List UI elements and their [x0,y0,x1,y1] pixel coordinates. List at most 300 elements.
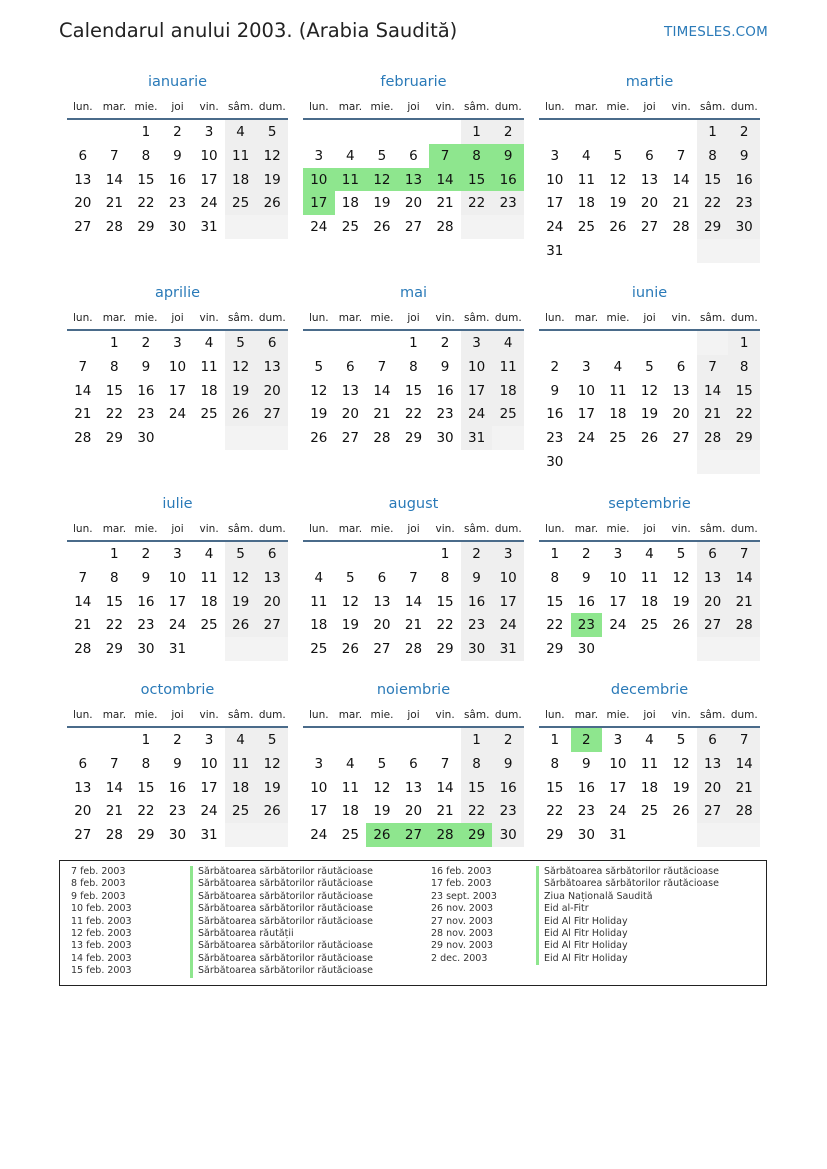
day-cell: 16 [492,776,524,800]
day-cell: 22 [697,191,729,215]
empty-cell [67,120,99,144]
day-cell: 5 [676,732,686,748]
day-grid [539,728,760,847]
day-cell: 9 [141,569,151,586]
empty-cell [193,426,225,450]
day-cell: 3 [204,124,214,140]
empty-cell [225,426,257,450]
day-cell: 26 [373,219,391,236]
weekday-label: joi [643,312,656,324]
weekday-label: joi [643,101,656,113]
holiday-name: Sărbătoarea sărbătorilor răutăcioase [190,866,373,878]
day-cell: 14 [404,593,423,610]
day-cell: 29 [546,827,564,844]
holiday-date: 23 sept. 2003 [431,890,497,902]
holiday-name: Sărbătoarea sărbătorilor răutăcioase [536,866,719,878]
weekday-header [303,307,524,331]
holiday-name: Sărbătoarea sărbătorilor răutăcioase [190,878,373,890]
weekday-label: joi [407,312,420,324]
day-cell: 4 [346,755,355,772]
day-cell: 14 [74,593,92,610]
weekday-label: sâm. [463,312,490,324]
weekday-label: mie. [134,523,158,535]
day-cell: 4 [225,728,257,752]
day-cell: 11 [335,168,367,192]
weekday-label: vin. [199,523,219,535]
day-cell: 11 [577,171,595,188]
day-cell: 9 [582,755,591,772]
day-cell: 27 [398,823,430,847]
day-cell: 6 [697,728,729,752]
legend-row [431,891,761,903]
day-cell: 19 [609,195,627,212]
day-cell: 18 [225,776,257,800]
weekday-label: dum. [258,709,286,721]
day-cell: 15 [105,382,123,399]
day-cell: 28 [672,219,690,236]
weekday-label: sâm. [699,101,726,113]
day-cell: 11 [200,569,218,586]
holiday-date: 27 nov. 2003 [431,915,494,927]
weekday-header [67,518,288,542]
day-cell: 25 [577,219,595,236]
day-cell: 5 [256,120,288,144]
day-cell: 31 [200,827,218,844]
legend-row [71,965,431,977]
day-cell: 22 [546,803,564,820]
weekday-header [303,96,524,120]
day-cell: 8 [461,144,493,168]
weekday-label: mar. [102,523,127,535]
holiday-date: 11 feb. 2003 [71,915,132,927]
day-cell: 29 [105,641,123,658]
holiday-date: 12 feb. 2003 [71,927,132,939]
holiday-name: Eid Al Fitr Holiday [536,940,628,952]
weekday-header [539,518,760,542]
empty-cell [225,637,257,661]
day-grid [303,542,524,661]
day-cell: 15 [436,593,454,610]
day-cell: 30 [168,827,187,844]
day-cell: 22 [546,617,564,634]
day-cell: 1 [461,728,493,752]
weekday-label: lun. [309,523,329,535]
day-cell: 11 [341,779,359,796]
day-cell: 17 [168,593,187,610]
day-cell: 31 [200,219,218,236]
day-cell: 8 [461,752,493,776]
day-cell: 20 [341,406,359,423]
weekday-label: mie. [134,312,158,324]
empty-cell [634,120,666,144]
day-cell: 10 [609,569,627,586]
day-cell: 3 [314,755,324,772]
day-cell: 20 [697,590,729,614]
day-cell: 21 [105,803,123,820]
day-grid [67,331,288,450]
day-cell: 18 [200,382,218,399]
empty-cell [366,120,398,144]
day-cell: 6 [377,569,387,586]
weekday-label: sâm. [463,101,490,113]
day-cell: 4 [314,569,324,586]
empty-cell [461,215,493,239]
weekday-label: joi [171,523,184,535]
empty-cell [303,542,335,566]
weekday-header [303,518,524,542]
day-cell: 12 [373,779,391,796]
empty-cell [571,331,603,355]
brand-logo[interactable]: TIMESLES.COM [664,24,768,40]
day-cell: 1 [110,546,119,562]
day-cell: 24 [546,219,564,236]
day-cell: 30 [461,637,493,661]
month-mai [303,279,524,450]
empty-cell [665,120,697,144]
day-cell: 31 [461,426,493,450]
day-cell: 24 [492,613,524,637]
holiday-date: 16 feb. 2003 [431,866,492,877]
day-cell: 9 [550,382,560,399]
empty-cell [602,637,634,661]
day-cell: 24 [461,402,493,426]
empty-cell [634,239,666,263]
day-cell: 6 [346,358,355,375]
day-cell: 18 [609,406,627,423]
day-cell: 20 [672,406,690,423]
day-cell: 2 [582,546,591,562]
day-cell: 24 [310,219,328,236]
day-cell: 19 [672,593,690,610]
day-cell: 4 [582,147,591,164]
weekday-label: sâm. [227,312,254,324]
day-cell: 17 [609,593,627,610]
day-cell: 29 [436,641,454,658]
legend-row [431,953,761,965]
empty-cell [225,823,257,847]
day-cell: 7 [110,755,119,772]
day-cell: 6 [78,755,88,772]
empty-cell [602,450,634,474]
day-cell: 9 [173,147,182,164]
day-cell: 4 [204,546,214,562]
weekday-label: vin. [199,709,219,721]
weekday-label: mie. [606,312,630,324]
day-cell: 5 [377,755,387,772]
day-cell: 20 [640,195,659,212]
weekday-label: mie. [134,101,158,113]
day-cell: 1 [461,120,493,144]
empty-cell [225,215,257,239]
day-cell: 16 [461,590,493,614]
weekday-label: mar. [574,101,599,113]
day-cell: 26 [256,191,288,215]
day-cell: 25 [225,799,257,823]
weekday-label: dum. [494,709,522,721]
day-cell: 28 [697,426,729,450]
weekday-label: lun. [545,312,565,324]
empty-cell [697,239,729,263]
day-cell: 2 [492,728,524,752]
day-cell: 25 [640,617,659,634]
month-name: mai [399,285,428,301]
day-cell: 6 [256,542,288,566]
day-cell: 15 [404,382,423,399]
day-cell: 25 [310,641,328,658]
weekday-label: mar. [574,523,599,535]
day-cell: 22 [105,406,123,423]
weekday-label: vin. [199,101,219,113]
weekday-label: vin. [435,709,455,721]
day-cell: 4 [225,120,257,144]
holiday-legend [59,860,767,986]
day-cell: 5 [256,728,288,752]
day-cell: 4 [645,546,654,562]
weekday-header [67,96,288,120]
day-cell: 19 [256,776,288,800]
day-cell: 8 [440,569,450,586]
day-cell: 30 [137,430,155,447]
day-cell: 21 [697,402,729,426]
day-cell: 16 [137,593,155,610]
legend-row [71,891,431,903]
day-cell: 30 [137,641,155,658]
day-cell: 28 [105,827,123,844]
month-octombrie [67,676,288,847]
day-cell: 24 [200,803,218,820]
day-cell: 11 [225,752,257,776]
day-cell: 10 [303,168,335,192]
day-cell: 10 [492,566,524,590]
day-cell: 13 [341,382,359,399]
day-cell: 16 [168,779,187,796]
day-cell: 19 [672,779,690,796]
weekday-label: sâm. [699,523,726,535]
empty-cell [665,637,697,661]
empty-cell [99,120,131,144]
day-cell: 23 [577,803,595,820]
day-cell: 7 [697,355,729,379]
day-cell: 16 [728,168,760,192]
day-cell: 7 [78,569,88,586]
day-cell: 17 [168,382,187,399]
month-ianuarie [67,68,288,239]
day-cell: 29 [546,641,564,658]
day-cell: 23 [571,613,603,637]
day-cell: 19 [341,617,359,634]
day-cell: 14 [728,752,760,776]
legend-row [431,903,761,915]
day-cell: 10 [310,779,328,796]
weekday-label: dum. [494,101,522,113]
empty-cell [256,823,288,847]
day-cell: 14 [728,566,760,590]
day-cell: 12 [341,593,359,610]
day-cell: 21 [74,617,92,634]
weekday-label: sâm. [227,709,254,721]
weekday-label: lun. [73,101,93,113]
day-cell: 24 [168,406,187,423]
day-cell: 10 [609,755,627,772]
legend-row [71,878,431,890]
legend-row [431,928,761,940]
day-cell: 16 [492,168,524,192]
day-cell: 28 [74,641,92,658]
empty-cell [602,331,634,355]
empty-cell [303,331,335,355]
month-decembrie [539,676,760,847]
day-cell: 16 [577,779,595,796]
day-cell: 5 [346,569,355,586]
weekday-label: sâm. [463,709,490,721]
day-cell: 6 [256,331,288,355]
empty-cell [256,426,288,450]
day-cell: 13 [672,382,690,399]
weekday-label: joi [643,709,656,721]
day-cell: 6 [697,542,729,566]
holiday-name: Sărbătoarea răutății [190,928,294,940]
day-cell: 13 [256,566,288,590]
day-cell: 30 [577,827,595,844]
day-cell: 27 [672,430,690,447]
day-cell: 19 [310,406,328,423]
empty-cell [335,120,367,144]
day-cell: 9 [582,569,591,586]
day-cell: 6 [409,147,418,164]
weekday-label: lun. [545,101,565,113]
day-cell: 27 [256,402,288,426]
empty-cell [256,215,288,239]
legend-row [431,940,761,952]
weekday-label: mie. [370,312,394,324]
day-cell: 4 [613,358,623,375]
legend-row [431,878,761,890]
weekday-label: dum. [494,523,522,535]
day-cell: 28 [373,430,391,447]
empty-cell [67,331,99,355]
day-cell: 6 [645,147,654,164]
day-cell: 26 [672,617,690,634]
holiday-name: Eid Al Fitr Holiday [536,916,628,928]
day-cell: 30 [546,453,564,470]
empty-cell [697,637,729,661]
legend-row [71,866,431,878]
day-cell: 5 [645,358,654,375]
day-cell: 31 [492,637,524,661]
month-februarie [303,68,524,239]
month-iulie [67,490,288,661]
day-cell: 1 [550,546,560,562]
day-cell: 24 [200,195,218,212]
day-cell: 10 [168,569,187,586]
day-cell: 20 [256,379,288,403]
empty-cell [429,728,461,752]
day-cell: 7 [728,542,760,566]
legend-row [71,940,431,952]
day-cell: 3 [173,335,182,351]
day-cell: 2 [440,335,450,351]
weekday-label: dum. [258,312,286,324]
day-cell: 24 [609,803,627,820]
day-cell: 25 [225,191,257,215]
holiday-name: Eid al-Fitr [536,903,589,915]
day-cell: 15 [137,171,155,188]
day-cell: 7 [377,358,387,375]
day-cell: 9 [492,752,524,776]
day-cell: 6 [676,358,686,375]
weekday-label: joi [171,101,184,113]
day-cell: 11 [640,755,659,772]
day-cell: 27 [256,613,288,637]
day-cell: 7 [429,144,461,168]
day-cell: 11 [492,355,524,379]
holiday-name: Sărbătoarea sărbătorilor răutăcioase [190,903,373,915]
day-cell: 27 [74,827,92,844]
day-cell: 26 [310,430,328,447]
legend-column-right [431,866,761,965]
day-cell: 5 [314,358,324,375]
day-cell: 29 [461,823,493,847]
empty-cell [67,542,99,566]
day-cell: 12 [366,168,398,192]
day-cell: 10 [168,358,187,375]
weekday-label: mar. [102,709,127,721]
empty-cell [335,331,367,355]
day-cell: 24 [310,827,328,844]
day-cell: 22 [404,406,423,423]
weekday-label: mie. [606,709,630,721]
day-cell: 22 [137,195,155,212]
day-cell: 18 [225,168,257,192]
day-cell: 29 [697,215,729,239]
holiday-date: 17 feb. 2003 [431,878,492,890]
day-cell: 11 [225,144,257,168]
weekday-label: vin. [671,312,691,324]
empty-cell [539,120,571,144]
weekday-header [539,704,760,728]
weekday-label: mar. [338,523,363,535]
day-cell: 3 [204,732,214,748]
day-cell: 24 [609,617,627,634]
legend-row [71,928,431,940]
day-cell: 8 [110,358,119,375]
day-grid [539,542,760,661]
day-cell: 21 [728,590,760,614]
day-cell: 8 [550,755,560,772]
day-cell: 18 [310,617,328,634]
day-cell: 17 [609,779,627,796]
day-cell: 19 [225,590,257,614]
day-cell: 17 [492,590,524,614]
page-title: Calendarul anului 2003. (Arabia Saudită) [59,19,458,42]
day-cell: 14 [105,171,123,188]
weekday-label: vin. [435,101,455,113]
day-cell: 23 [137,406,155,423]
day-cell: 18 [341,195,359,212]
day-cell: 19 [640,406,659,423]
weekday-label: mar. [102,101,127,113]
empty-cell [665,239,697,263]
day-cell: 27 [404,219,423,236]
empty-cell [67,728,99,752]
weekday-label: dum. [730,709,758,721]
day-cell: 13 [256,355,288,379]
holiday-date: 7 feb. 2003 [71,866,126,877]
day-cell: 21 [728,776,760,800]
day-cell: 7 [110,147,119,164]
empty-cell [303,120,335,144]
day-cell: 12 [310,382,328,399]
